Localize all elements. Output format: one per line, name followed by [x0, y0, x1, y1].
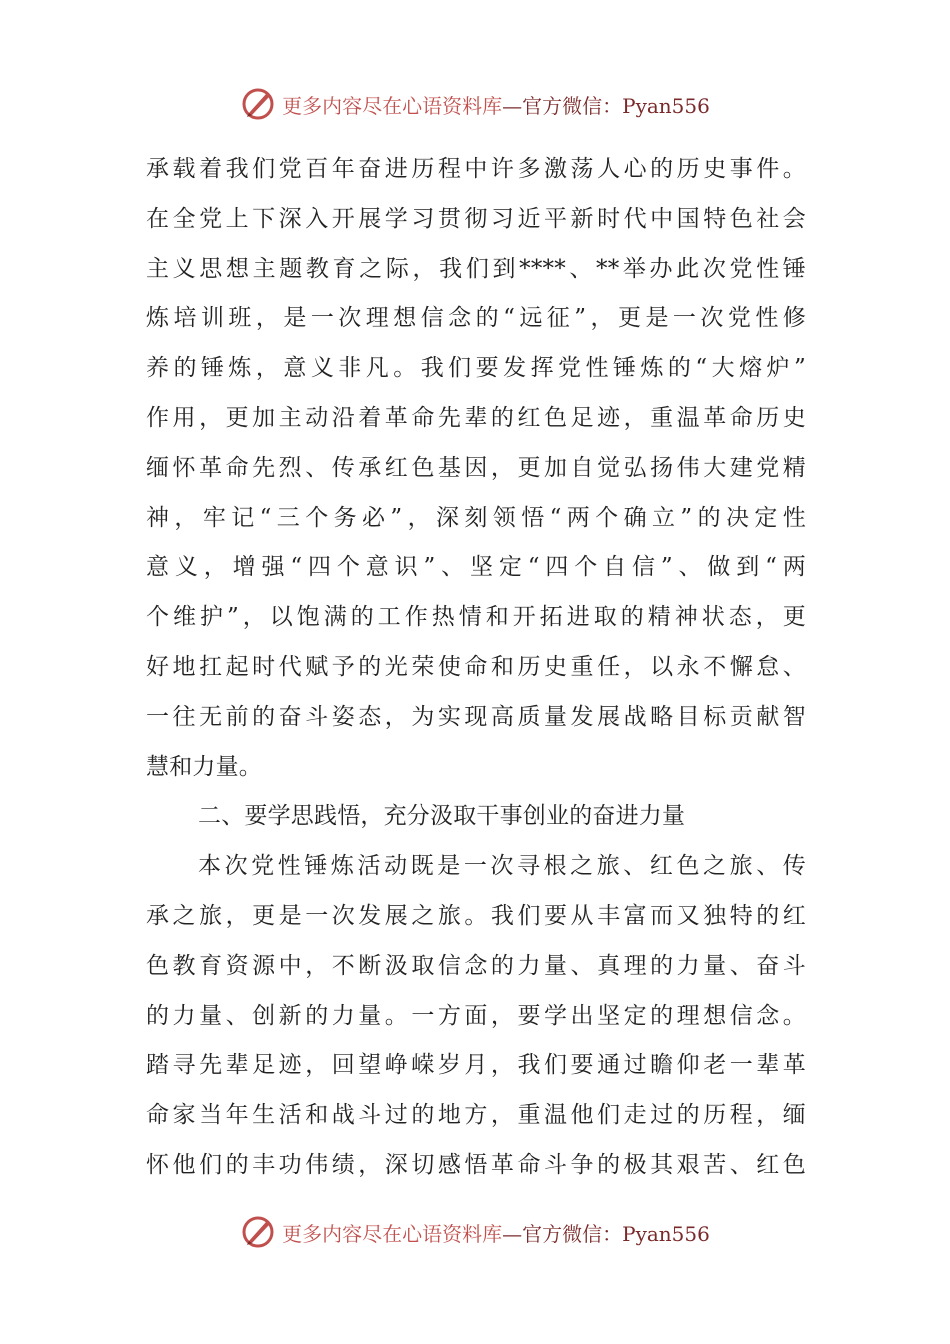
- section-line: 命家当年生活和战斗过的地方，重温他们走过的历程，缅: [146, 1102, 806, 1129]
- body-line: 主义思想主题教育之际，我们到****、**举办此次党性锤: [146, 255, 806, 282]
- body-line: 承载着我们党百年奋进历程中许多激荡人心的历史事件。: [146, 156, 806, 182]
- body-line: 炼培训班，是一次理想信念的“远征”，更是一次党性修: [146, 305, 806, 332]
- section-line: 怀他们的丰功伟绩，深切感悟革命斗争的极其艰苦、红色: [146, 1151, 806, 1178]
- header-watermark: [0, 84, 950, 124]
- body-line: 个维护”，以饱满的工作热情和开拓进取的精神状态，更: [146, 604, 806, 631]
- body-line: 慧和力量。: [146, 753, 262, 780]
- document-body: [146, 145, 806, 1191]
- section-line: 承之旅，更是一次发展之旅。我们要从丰富而又独特的红: [146, 902, 806, 929]
- body-line: 神，牢记“三个务必”，深刻领悟“两个确立”的决定性: [146, 504, 806, 531]
- body-line: 缅怀革命先烈、传承红色基因，更加自觉弘扬伟大建党精: [146, 454, 806, 481]
- footer-watermark: [0, 1212, 950, 1252]
- pen-circle-logo-icon: [240, 1214, 276, 1250]
- body-line: 养的锤炼，意义非凡。我们要发挥党性锤炼的“大熔炉”: [146, 355, 806, 382]
- pen-circle-logo-icon: [240, 86, 276, 122]
- section-line: 踏寻先辈足迹，回望峥嵘岁月，我们要通过瞻仰老一辈革: [146, 1052, 806, 1079]
- section-line: 色教育资源中，不断汲取信念的力量、真理的力量、奋斗: [146, 952, 806, 979]
- body-line: 意义，增强“四个意识”、坚定“四个自信”、做到“两: [146, 554, 806, 581]
- watermark-text: 更多内容尽在心语资料库—官方微信：Pyan556: [282, 1221, 710, 1246]
- body-line: 好地扛起时代赋予的光荣使命和历史重任，以永不懈怠、: [146, 653, 806, 680]
- section-line: 的力量、创新的力量。一方面，要学出坚定的理想信念。: [146, 1002, 806, 1029]
- body-line: 一往无前的奋斗姿态，为实现高质量发展战略目标贡献智: [146, 703, 806, 730]
- body-line: 在全党上下深入开展学习贯彻习近平新时代中国特色社会: [146, 205, 806, 232]
- watermark-text: 更多内容尽在心语资料库—官方微信：Pyan556: [282, 93, 710, 118]
- section-line: 本次党性锤炼活动既是一次寻根之旅、红色之旅、传: [198, 853, 806, 880]
- body-line: 作用，更加主动沿着革命先辈的红色足迹，重温革命历史: [146, 404, 806, 431]
- section-heading: 二、要学思践悟，充分汲取干事创业的奋进力量: [198, 803, 686, 830]
